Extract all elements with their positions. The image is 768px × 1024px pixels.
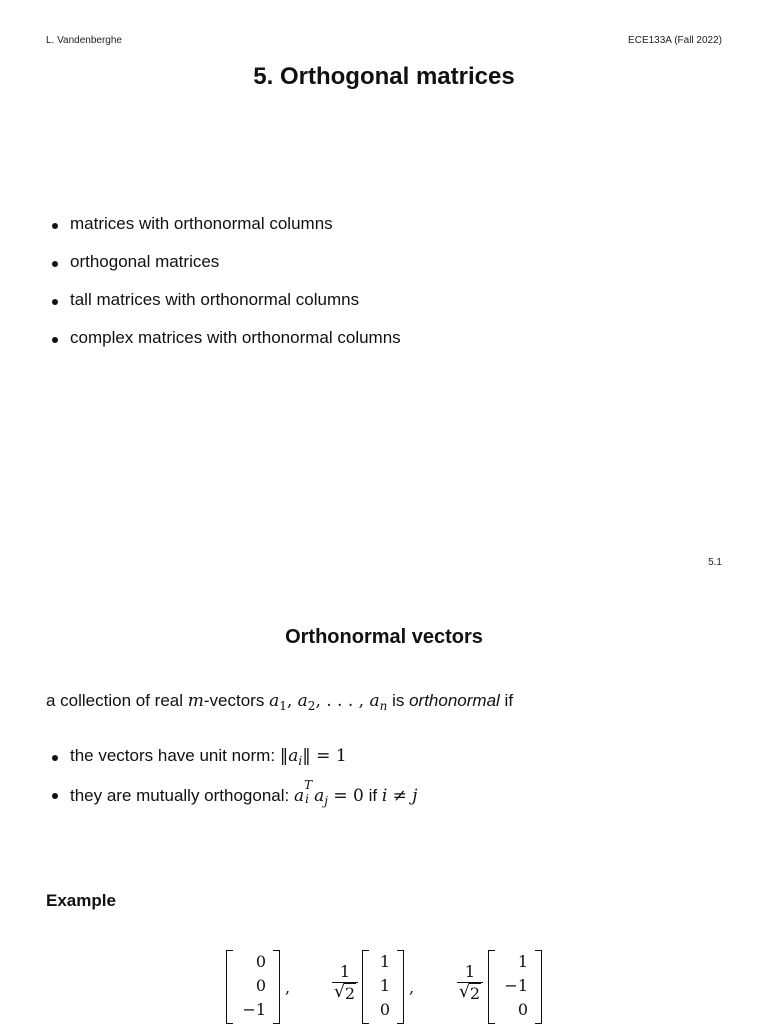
comma-1: , xyxy=(286,691,298,711)
orthogonality-condition xyxy=(46,778,418,822)
right-bracket xyxy=(397,950,404,1024)
sqrt-symbol: √ 2 xyxy=(333,981,356,1003)
orthonormal-term: orthonormal xyxy=(409,691,500,710)
transpose-script xyxy=(304,778,314,806)
scale-fraction xyxy=(455,962,485,1005)
aj-symbol: a xyxy=(314,786,325,806)
intro-text-4: if xyxy=(499,691,514,710)
a1-subscript: 1 xyxy=(279,699,287,713)
vector-1 xyxy=(226,950,280,1022)
author-label: L. Vandenberghe xyxy=(46,35,122,46)
i-neq-j: i ≠ j xyxy=(381,786,418,806)
vector-entry: 1 xyxy=(517,952,528,971)
left-bracket xyxy=(488,950,495,1024)
chapter-title: 5. Orthogonal matrices xyxy=(253,63,515,90)
intro-text-2: -vectors xyxy=(203,691,270,710)
a1-symbol: a xyxy=(269,691,280,711)
left-bracket xyxy=(226,950,233,1024)
topic-item: orthogonal matrices xyxy=(46,252,401,290)
i-subscript: i xyxy=(305,792,309,806)
if-text: if xyxy=(363,786,382,805)
an-subscript: n xyxy=(379,699,388,713)
equals-zero: = 0 xyxy=(327,786,364,806)
m-symbol: m xyxy=(187,691,204,711)
intro-text-3: is xyxy=(387,691,410,710)
condition-list xyxy=(46,746,418,822)
norm-close: ‖ = 1 xyxy=(302,746,347,766)
vector-entry: 0 xyxy=(517,1000,528,1019)
vector-entry: 1 xyxy=(379,952,390,971)
topic-item: matrices with orthonormal columns xyxy=(46,214,401,252)
page-number: 5.1 xyxy=(708,557,722,568)
vector-entry: 0 xyxy=(255,976,266,995)
section-title: Orthonormal vectors xyxy=(285,626,483,648)
vector-entry: 1 xyxy=(379,976,390,995)
sqrt-radicand: 2 xyxy=(344,984,356,1003)
right-bracket xyxy=(535,950,542,1024)
sqrt-radicand: 2 xyxy=(469,984,481,1003)
separator-comma: , xyxy=(409,978,415,997)
fraction-numerator: 1 xyxy=(464,962,476,981)
vector-entry: −1 xyxy=(504,976,528,995)
vector-entry: 0 xyxy=(255,952,266,971)
fraction-numerator: 1 xyxy=(339,962,351,981)
topic-item: complex matrices with orthonormal columns xyxy=(46,328,401,366)
ellipsis: , . . . , xyxy=(315,691,370,711)
a2-symbol: a xyxy=(297,691,308,711)
ai-subscript: i xyxy=(298,754,303,768)
orthogonal-text: they are mutually orthogonal: xyxy=(70,786,294,805)
a2-subscript: 2 xyxy=(307,699,316,713)
right-bracket xyxy=(273,950,280,1024)
j-subscript: j xyxy=(324,794,328,808)
vector-2 xyxy=(362,950,404,1022)
transpose-superscript: T xyxy=(304,778,313,792)
scale-fraction xyxy=(330,962,360,1005)
vector-entry: −1 xyxy=(242,1000,266,1019)
norm-open: ‖ xyxy=(279,746,289,766)
an-symbol: a xyxy=(369,691,380,711)
sqrt-symbol: √ 2 xyxy=(458,981,481,1003)
definition-text xyxy=(46,691,513,713)
topic-list xyxy=(46,214,401,366)
vector-3 xyxy=(488,950,542,1022)
ai-symbol: a xyxy=(288,746,299,766)
course-label: ECE133A (Fall 2022) xyxy=(628,35,722,46)
example-label: Example xyxy=(46,891,116,910)
separator-comma: , xyxy=(285,978,291,997)
topic-item: tall matrices with orthonormal columns xyxy=(46,290,401,328)
vector-entry: 0 xyxy=(379,1000,390,1019)
intro-text-1: a collection of real xyxy=(46,691,188,710)
unit-norm-condition xyxy=(46,746,418,784)
left-bracket xyxy=(362,950,369,1024)
unit-norm-text: the vectors have unit norm: xyxy=(70,746,280,765)
ai-transpose-symbol: a xyxy=(293,786,305,806)
